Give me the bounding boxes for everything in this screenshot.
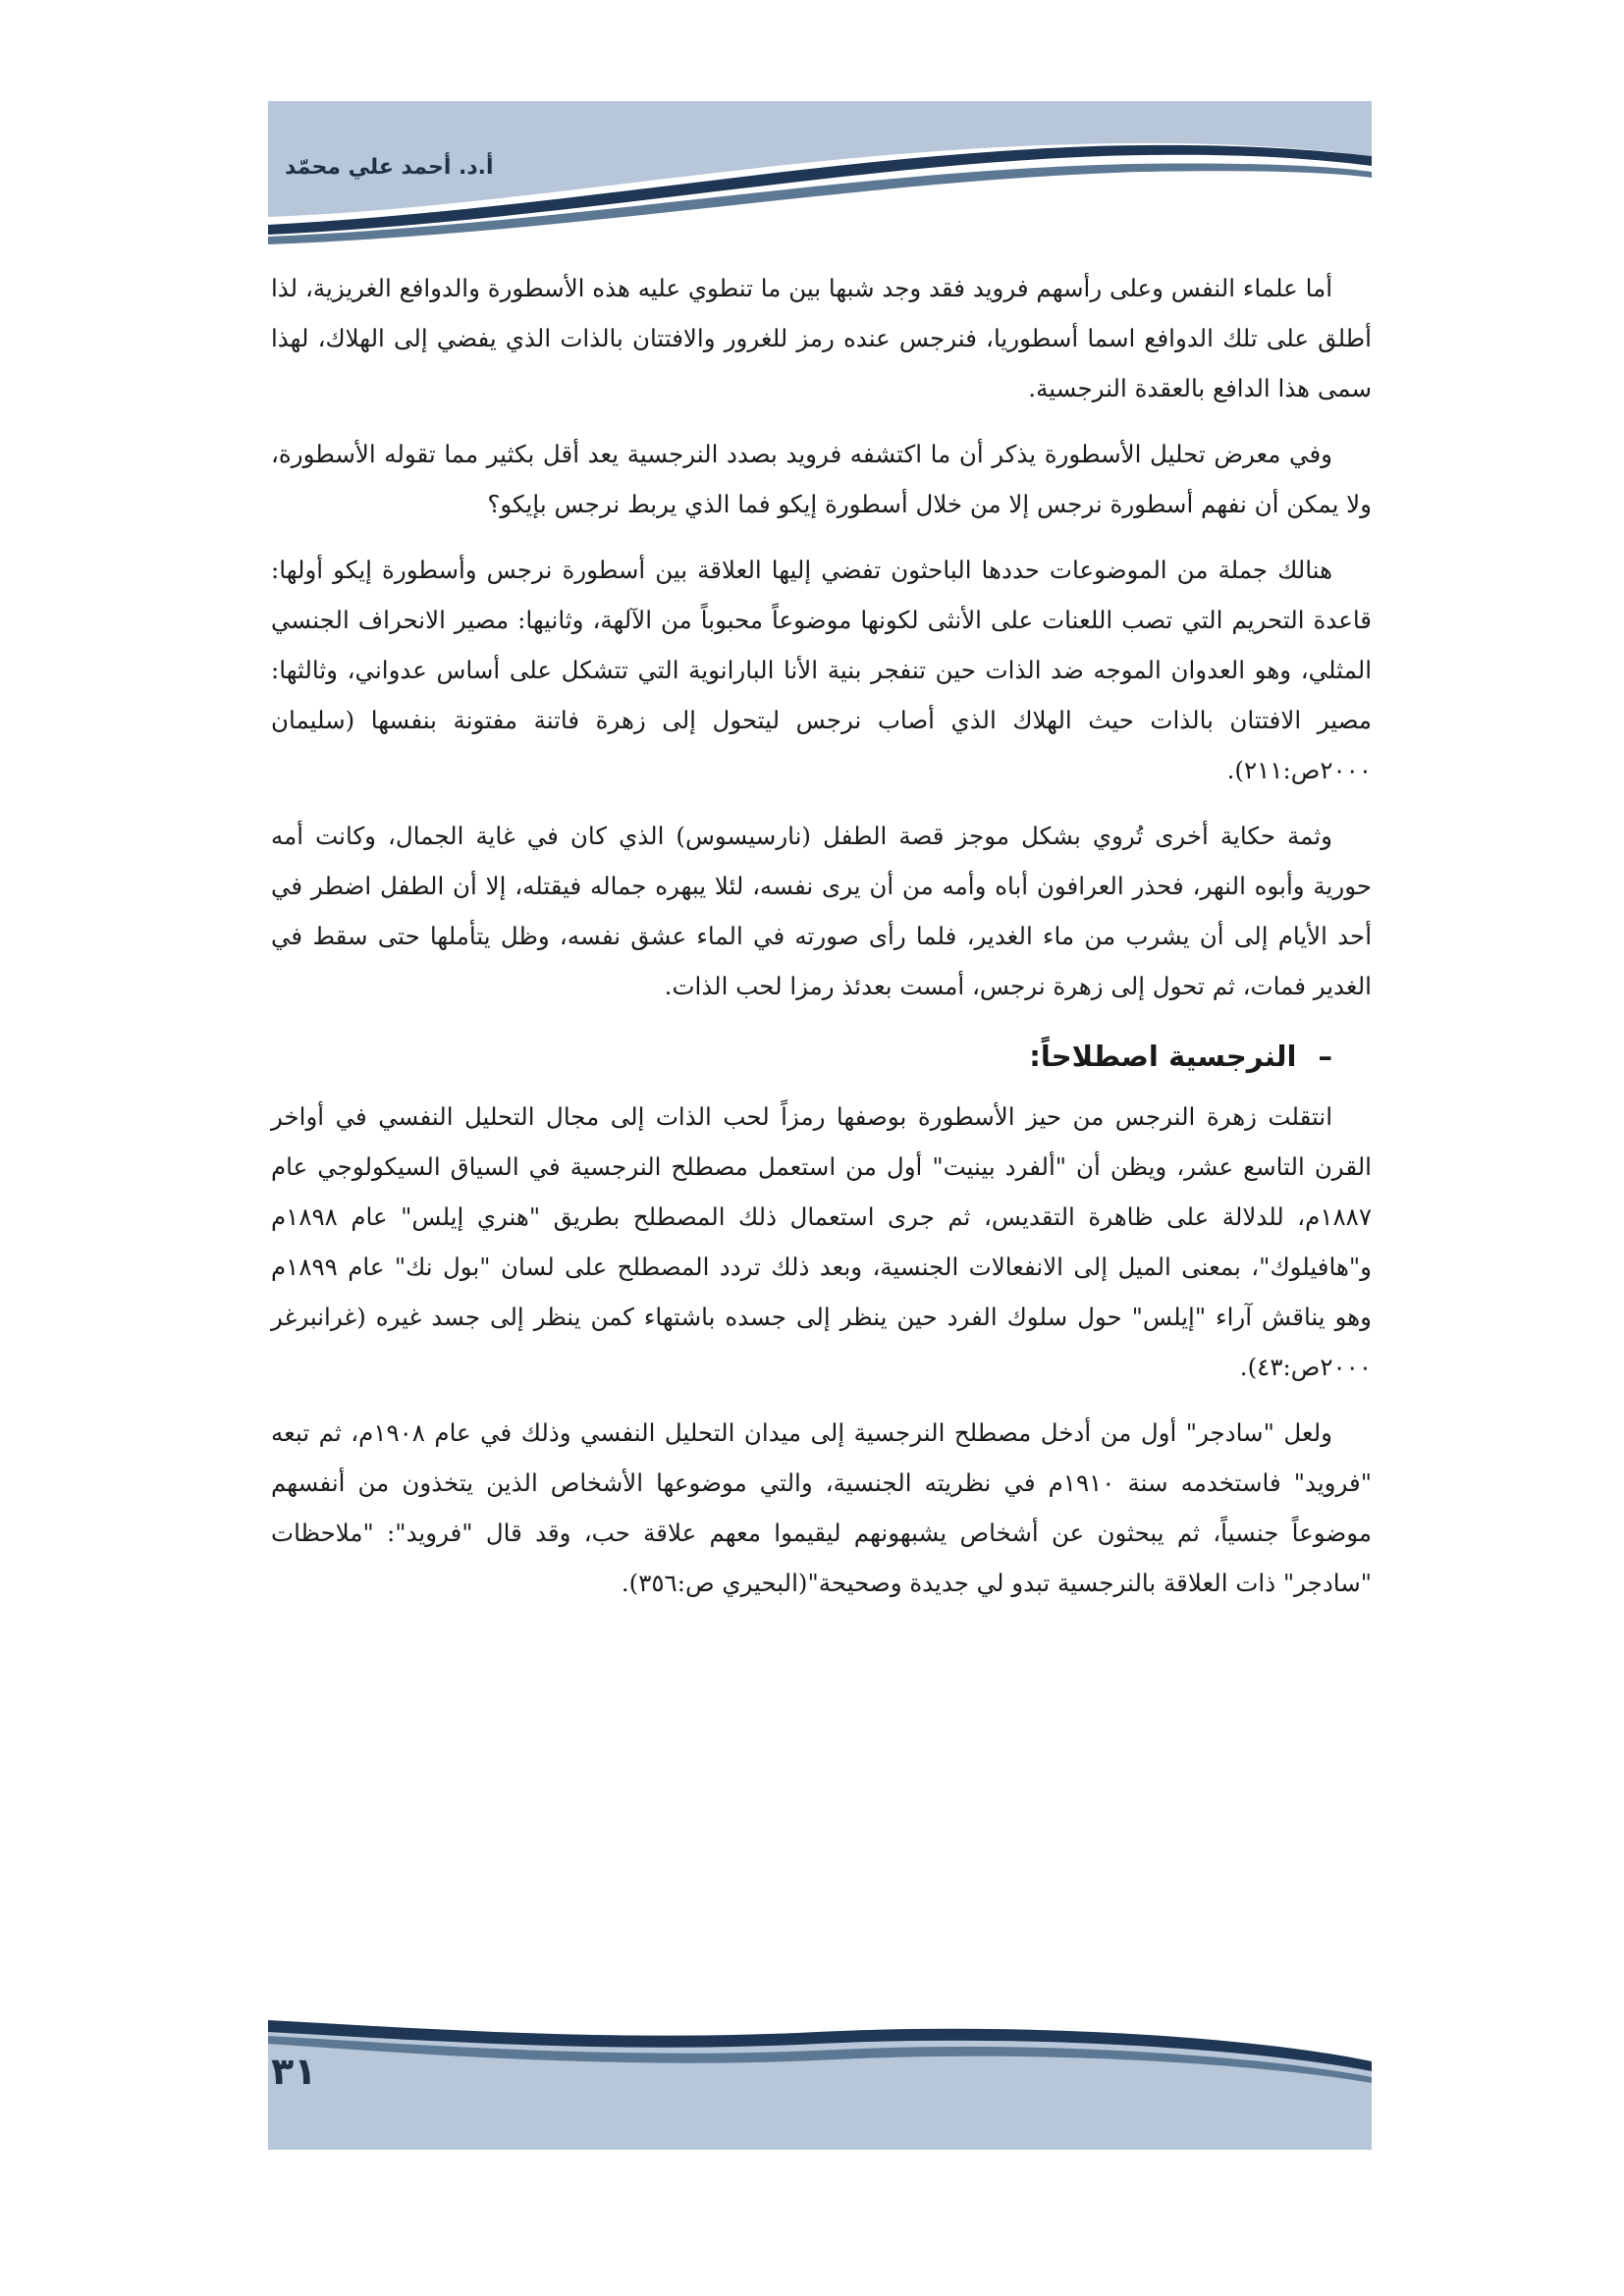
section-heading-text: النرجسية اصطلاحاً: bbox=[1029, 1040, 1297, 1073]
paragraph: ولعل "سادجر" أول من أدخل مصطلح النرجسية إلى ميدان التحليل النفسي وذلك في عام ١٩٠٨م، ثم تبعه "فرويد" فاستخدمه سنة ١٩١٠م في نظريته الجنسية، والتي موضوعها الأشخاص الذين يتخذون من أنفسهم موضوعاً جنسياً، ثم يبحثون عن أشخاص يشبهونهم ليقيموا معهم علاقة حب، وقد قال "فرويد": "ملاحظات "سادجر" ذات العلاقة بالنرجسية تبدو لي جديدة وصحيحة"(البحيري ص:٣٥٦). bbox=[271, 1418, 1372, 1597]
section-heading bbox=[271, 1027, 1372, 1086]
paragraph: أما علماء النفس وعلى رأسهم فرويد فقد وجد شبها بين ما تنطوي عليه هذه الأسطورة والدوافع الغريزية، لذا أطلق على تلك الدوافع اسما أسطوريا، فنرجس عنده رمز للغرور والافتتان بالذات الذي يفضي إلى الهلاك، لهذا سمى هذا الدافع بالعقدة النرجسية. bbox=[271, 274, 1372, 402]
page-number: ٣١ bbox=[271, 2050, 317, 2093]
paragraph: هنالك جملة من الموضوعات حددها الباحثون تفضي إليها العلاقة بين أسطورة نرجس وأسطورة إيكو أولها: قاعدة التحريم التي تصب اللعنات على الأنثى لكونها موضوعاً محبوباً من الآلهة، وثانيها: مصير الانحراف الجنسي المثلي، وهو العدوان الموجه ضد الذات حين تنفجر بنية الأنا البارانوية التي تتشكل على أساس عدواني، وثالثها: مصير الافتتان بالذات حيث الهلاك الذي أصاب نرجس ليتحول إلى زهرة فاتنة مفتونة بنفسها (سليمان ٢٠٠٠ص:٢١١). bbox=[271, 556, 1372, 784]
section-heading-dash: – bbox=[1318, 1040, 1332, 1073]
paragraph: انتقلت زهرة النرجس من حيز الأسطورة بوصفها رمزاً لحب الذات إلى مجال التحليل النفسي في أواخر القرن التاسع عشر، ويظن أن "ألفرد بينيت" أول من استعمل مصطلح النرجسية في السياق السيكولوجي عام ١٨٨٧م، للدلالة على ظاهرة التقديس، ثم جرى استعمال ذلك المصطلح بطريق "هنري إيلس" عام ١٨٩٨م و"هافيلوك"، بمعنى الميل إلى الانفعالات الجنسية، وبعد ذلك تردد المصطلح على لسان "بول نك" عام ١٨٩٩م وهو يناقش آراء "إيلس" حول سلوك الفرد حين ينظر إلى جسده باشتهاء كمن ينظر إلى جسد غيره (غرانبرغر ٢٠٠٠ص:٤٣). bbox=[271, 1102, 1372, 1381]
header-author: أ.د. أحمد علي محمّد bbox=[285, 155, 494, 180]
page-body bbox=[271, 263, 1372, 1624]
paragraph: وفي معرض تحليل الأسطورة يذكر أن ما اكتشفه فرويد بصدد النرجسية يعد أقل بكثير مما تقوله الأسطورة، ولا يمكن أن نفهم أسطورة نرجس إلا من خلال أسطورة إيكو فما الذي يربط نرجس بإيكو؟ bbox=[271, 440, 1372, 518]
paragraph: وثمة حكاية أخرى تُروي بشكل موجز قصة الطفل (نارسيسوس) الذي كان في غاية الجمال، وكانت أمه حورية وأبوه النهر، فحذر العرافون أباه وأمه من أن يرى نفسه، لئلا يبهره جماله فيقتله، إلا أن الطفل اضطر في أحد الأيام إلى أن يشرب من ماء الغدير، فلما رأى صورته في الماء عشق نفسه، وظل يتأملها حتى سقط في الغدير فمات، ثم تحول إلى زهرة نرجس، أمست بعدئذ رمزا لحب الذات. bbox=[271, 822, 1372, 1000]
footer-wave-graphic bbox=[268, 2002, 1372, 2150]
footer-band bbox=[268, 2002, 1372, 2150]
